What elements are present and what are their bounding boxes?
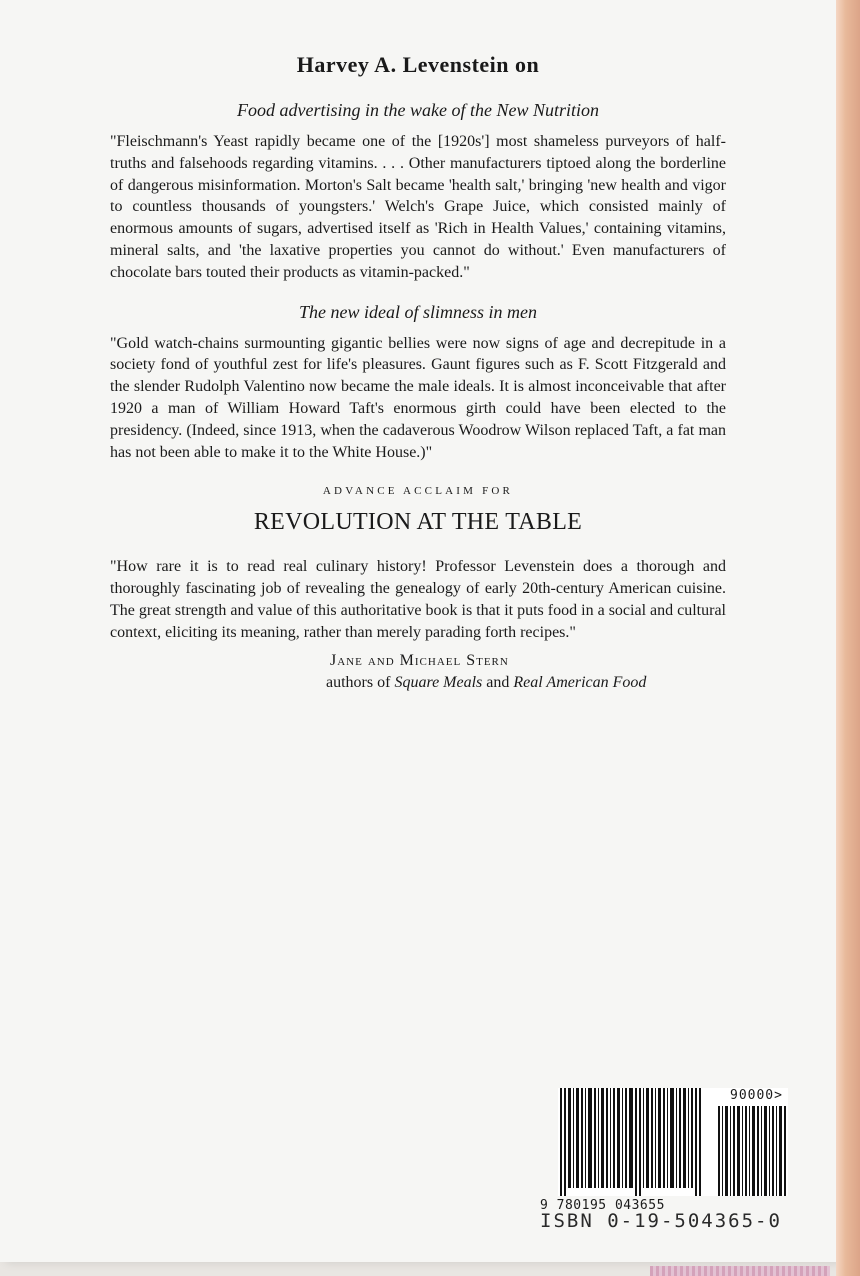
attribution-prefix: authors of: [326, 673, 391, 691]
acclaim-label: ADVANCE ACCLAIM FOR: [322, 485, 514, 498]
bottom-color-strip: [650, 1266, 830, 1276]
acclaim-quote: "How rare it is to read real culinary history! Professor Levenstein does a thorough and thoroughly fascinating job of revealing the genealogy of early 20th-century American cuisine. The great strength and value of this authoritative book is that it puts food in a social and cultural context, eliciting its meaning, rather than merely parading forth recipes.": [110, 558, 726, 641]
attribution-names: Jane and Michael Stern: [330, 651, 509, 669]
quote-food-advertising: "Fleischmann's Yeast rapidly became one of the [1920s'] most shameless purveyors of half-truths and falsehoods regarding vitamins. . . . Other manufacturers tiptoed along the borderline of dangerous misinformation. Morton's Salt became 'health salt,' bringing 'new health and vigor to countless thousands of youngsters.' Welch's Grape Juice, which consisted mainly of enormous amounts of sugars, advertised itself as 'Rich in Health Values,' containing vitamins, mineral salts, and 'the laxative properties you cannot do without.' Even manufacturers of chocolate bars touted their products as vitamin-packed.": [110, 133, 726, 281]
section-heading-food-advertising: Food advertising in the wake of the New Nutrition: [237, 100, 599, 120]
work-square-meals: Square Meals: [394, 673, 483, 691]
quote-slimness: "Gold watch-chains surmounting gigantic bellies were now signs of age and decrepitude in a society fond of youthful zest for life's pleasures. Gaunt figures such as F. Scott Fitzgerald and the slender Rudolph Valentino now became the male ideals. It is almost inconceivable that after 1920 a man of William Howard Taft's enormous girth could have been elected to the presidency. (Indeed, since 1913, when the cadaverous Woodrow Wilson replaced Taft, a fat man has not been able to make it to the White House.)": [110, 334, 726, 461]
isbn-number: ISBN 0-19-504365-0: [540, 1210, 782, 1232]
work-real-american-food: Real American Food: [513, 673, 647, 691]
author-heading: Harvey A. Levenstein on: [296, 52, 540, 77]
price-code: 90000>: [730, 1088, 783, 1103]
ean-digits: 9 780195 043655: [540, 1198, 665, 1213]
barcode-graphic: [558, 1088, 788, 1196]
cover-text-block: [110, 52, 726, 694]
section-heading-slimness: The new ideal of slimness in men: [299, 301, 537, 322]
book-edge: [836, 0, 860, 1276]
attribution-conjunction: and: [486, 673, 510, 691]
attribution-works: [326, 672, 726, 694]
barcode: [558, 1088, 788, 1196]
acclaim-attribution: [326, 650, 726, 694]
book-title: REVOLUTION AT THE TABLE: [253, 509, 583, 536]
